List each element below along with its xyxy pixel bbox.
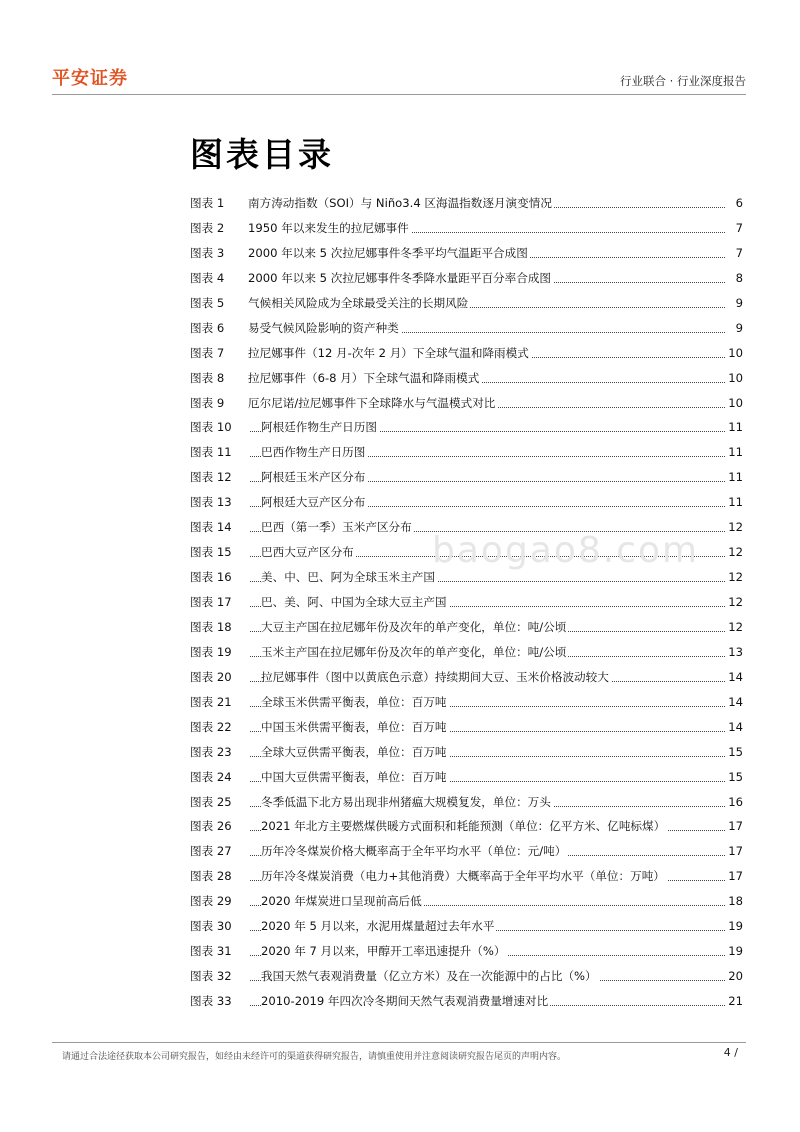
toc-entry-title: 巴、美、阿、中国为全球大豆主产国 — [261, 590, 449, 615]
toc-entry-label: 图表 12 — [190, 465, 232, 490]
toc-entry-page: 14 — [726, 715, 743, 740]
toc-entry-page: 9 — [734, 291, 743, 316]
watermark: baogao8.com — [432, 530, 700, 571]
toc-entry[interactable] — [190, 640, 743, 665]
toc-entry-title: 中国大豆供需平衡表，单位：百万吨 — [261, 765, 449, 790]
toc-entry[interactable] — [190, 440, 743, 465]
toc-entry-page: 17 — [726, 864, 743, 889]
toc-entry[interactable] — [190, 515, 743, 540]
toc-entry-title: 厄尔尼诺/拉尼娜事件下全球降水与气温模式对比 — [248, 391, 497, 416]
toc-entry-label: 图表 24 — [190, 765, 232, 790]
toc-entry-title: 巴西大豆产区分布 — [261, 540, 356, 565]
toc-entry-title: 2020 年煤炭进口呈现前高后低 — [261, 889, 424, 914]
toc-entry-label: 图表 33 — [190, 989, 232, 1014]
toc-entry-title: 2020 年 5 月以来，水泥用煤量超过去年水平 — [261, 914, 496, 939]
toc-entry-title: 易受气候风险影响的资产种类 — [248, 316, 401, 341]
toc-entry-page: 13 — [726, 640, 743, 665]
toc-entry-title: 2000 年以来 5 次拉尼娜事件冬季平均气温距平合成图 — [248, 241, 530, 266]
toc-entry-label: 图表 7 — [190, 341, 224, 366]
toc-entry-label: 图表 3 — [190, 241, 224, 266]
toc-entry[interactable] — [190, 740, 743, 765]
toc-entry-label: 图表 32 — [190, 964, 232, 989]
toc-entry[interactable] — [190, 989, 743, 1014]
toc-entry-title: 历年冷冬煤炭消费（电力+其他消费）大概率高于全年平均水平（单位：万吨） — [261, 864, 667, 889]
footer-divider — [52, 1042, 746, 1043]
toc-entry-title: 阿根廷大豆产区分布 — [261, 490, 367, 515]
toc-entry-page: 9 — [734, 316, 743, 341]
toc-entry-page: 6 — [734, 191, 743, 216]
toc-entry-title: 全球玉米供需平衡表，单位：百万吨 — [261, 690, 449, 715]
toc-entry-page: 8 — [734, 266, 743, 291]
toc-entry-label: 图表 29 — [190, 889, 232, 914]
toc-entry-label: 图表 2 — [190, 216, 224, 241]
toc-entry-page: 12 — [726, 565, 743, 590]
toc-entry-label: 图表 4 — [190, 266, 224, 291]
toc-entry[interactable] — [190, 415, 743, 440]
toc-entry-label: 图表 23 — [190, 740, 232, 765]
toc-entry-title: 中国玉米供需平衡表，单位：百万吨 — [261, 715, 449, 740]
toc-entry-label: 图表 25 — [190, 790, 232, 815]
toc-entry-page: 12 — [726, 590, 743, 615]
toc-entry-page: 11 — [726, 465, 743, 490]
toc-entry-title: 全球大豆供需平衡表，单位：百万吨 — [261, 740, 449, 765]
toc-entry-label: 图表 13 — [190, 490, 232, 515]
toc-entry-page: 17 — [726, 839, 743, 864]
toc-entry-title: 1950 年以来发生的拉尼娜事件 — [248, 216, 411, 241]
toc-entry-page: 7 — [734, 216, 743, 241]
toc-entry-label: 图表 20 — [190, 665, 232, 690]
toc-entry[interactable] — [190, 964, 743, 989]
toc-entry-title: 2021 年北方主要燃煤供暖方式面积和耗能预测（单位：亿平方米、亿吨标煤） — [261, 814, 667, 839]
toc-entry-title: 拉尼娜事件（12 月-次年 2 月）下全球气温和降雨模式 — [248, 341, 531, 366]
toc-entry-title: 2020 年 7 月以来，甲醇开工率迅速提升（%） — [261, 939, 507, 964]
toc-entry-title: 阿根廷玉米产区分布 — [261, 465, 367, 490]
toc-entry-label: 图表 17 — [190, 590, 232, 615]
toc-entry[interactable] — [190, 864, 743, 889]
toc-entry-label: 图表 21 — [190, 690, 232, 715]
toc-entry[interactable] — [190, 366, 743, 391]
toc-entry[interactable] — [190, 241, 743, 266]
toc-entry[interactable] — [190, 266, 743, 291]
toc-entry-page: 14 — [726, 690, 743, 715]
toc-entry-page: 10 — [726, 391, 743, 416]
toc-entry-label: 图表 6 — [190, 316, 224, 341]
toc-entry[interactable] — [190, 615, 743, 640]
toc-entry[interactable] — [190, 216, 743, 241]
toc-entry-page: 11 — [726, 440, 743, 465]
toc-entry[interactable] — [190, 715, 743, 740]
toc-entry-label: 图表 19 — [190, 640, 232, 665]
page-number: 4 / — [723, 1046, 738, 1059]
toc-entry-page: 10 — [726, 366, 743, 391]
toc-entry[interactable] — [190, 191, 743, 216]
toc-entry-title: 南方涛动指数（SOI）与 Niño3.4 区海温指数逐月演变情况 — [248, 191, 554, 216]
toc-entry-page: 12 — [726, 615, 743, 640]
toc-entry-title: 历年冷冬煤炭价格大概率高于全年平均水平（单位：元/吨） — [261, 839, 568, 864]
toc-entry-label: 图表 5 — [190, 291, 224, 316]
toc-entry-label: 图表 28 — [190, 864, 232, 889]
toc-entry-title: 玉米主产国在拉尼娜年份及次年的单产变化，单位：吨/公顷 — [261, 640, 568, 665]
toc-entry[interactable] — [190, 690, 743, 715]
toc-entry-page: 12 — [726, 540, 743, 565]
toc-entry-page: 14 — [726, 665, 743, 690]
toc-entry-title: 美、中、巴、阿为全球玉米主产国 — [261, 565, 437, 590]
toc-entry-page: 11 — [726, 415, 743, 440]
toc-entry-label: 图表 22 — [190, 715, 232, 740]
toc-entry[interactable] — [190, 565, 743, 590]
toc-entry[interactable] — [190, 914, 743, 939]
toc-entry-page: 20 — [726, 964, 743, 989]
toc-entry-title: 2010-2019 年四次冷冬期间天然气表观消费量增速对比 — [261, 989, 550, 1014]
toc-entry-title: 冬季低温下北方易出现非州猪瘟大规模复发，单位：万头 — [261, 790, 553, 815]
toc-entry-page: 12 — [726, 515, 743, 540]
toc-entry[interactable] — [190, 814, 743, 839]
toc-entry-label: 图表 9 — [190, 391, 224, 416]
toc-entry-label: 图表 11 — [190, 440, 232, 465]
toc-entry-label: 图表 26 — [190, 814, 232, 839]
toc-entry-page: 21 — [726, 989, 743, 1014]
toc-entry-title: 2000 年以来 5 次拉尼娜事件冬季降水量距平百分率合成图 — [248, 266, 553, 291]
toc-entry-label: 图表 31 — [190, 939, 232, 964]
toc-entry[interactable] — [190, 490, 743, 515]
toc-entry-title: 阿根廷作物生产日历图 — [261, 415, 379, 440]
toc-entry-page: 19 — [726, 939, 743, 964]
header-divider — [52, 94, 746, 95]
toc-entry-page: 11 — [726, 490, 743, 515]
toc-entry-title: 我国天然气表观消费量（亿立方米）及在一次能源中的占比（%） — [261, 964, 599, 989]
toc-entry-title: 大豆主产国在拉尼娜年份及次年的单产变化，单位：吨/公顷 — [261, 615, 568, 640]
figure-table-of-contents — [190, 191, 743, 1014]
toc-entry-label: 图表 8 — [190, 366, 224, 391]
toc-entry-page: 18 — [726, 889, 743, 914]
toc-entry-title: 气候相关风险成为全球最受关注的长期风险 — [248, 291, 470, 316]
toc-entry[interactable] — [190, 540, 743, 565]
toc-entry-page: 19 — [726, 914, 743, 939]
toc-entry-page: 15 — [726, 740, 743, 765]
toc-entry[interactable] — [190, 391, 743, 416]
toc-entry-title: 拉尼娜事件（图中以黄底色示意）持续期间大豆、玉米价格波动较大 — [261, 665, 611, 690]
toc-entry-label: 图表 18 — [190, 615, 232, 640]
page-header — [52, 62, 746, 96]
toc-entry-label: 图表 30 — [190, 914, 232, 939]
toc-entry[interactable] — [190, 341, 743, 366]
toc-entry[interactable] — [190, 665, 743, 690]
toc-entry[interactable] — [190, 839, 743, 864]
toc-entry[interactable] — [190, 590, 743, 615]
toc-entry-label: 图表 10 — [190, 415, 232, 440]
toc-entry[interactable] — [190, 316, 743, 341]
toc-entry-title: 巴西作物生产日历图 — [261, 440, 367, 465]
toc-entry-label: 图表 27 — [190, 839, 232, 864]
page-title: 图表目录 — [190, 135, 334, 174]
toc-entry[interactable] — [190, 939, 743, 964]
toc-entry-page: 17 — [726, 814, 743, 839]
toc-entry-label: 图表 16 — [190, 565, 232, 590]
toc-entry-page: 15 — [726, 765, 743, 790]
toc-entry-title: 拉尼娜事件（6-8 月）下全球气温和降雨模式 — [248, 366, 481, 391]
toc-entry[interactable] — [190, 291, 743, 316]
toc-entry[interactable] — [190, 889, 743, 914]
toc-entry-page: 7 — [734, 241, 743, 266]
toc-entry-label: 图表 14 — [190, 515, 232, 540]
company-logo: 平安证券 — [52, 68, 128, 89]
toc-entry[interactable] — [190, 765, 743, 790]
toc-entry-title: 巴西（第一季）玉米产区分布 — [261, 515, 414, 540]
toc-entry[interactable] — [190, 790, 743, 815]
toc-entry-label: 图表 1 — [190, 191, 224, 216]
toc-entry-page: 16 — [726, 790, 743, 815]
toc-entry-label: 图表 15 — [190, 540, 232, 565]
report-type-title: 行业联合 · 行业深度报告 — [620, 74, 746, 88]
toc-entry[interactable] — [190, 465, 743, 490]
footer-disclaimer: 请通过合法途径获取本公司研究报告，如经由未经许可的渠道获得研究报告，请慎重使用并注意阅读研究报告尾页的声明内容。 — [62, 1052, 567, 1062]
toc-entry-page: 10 — [726, 341, 743, 366]
